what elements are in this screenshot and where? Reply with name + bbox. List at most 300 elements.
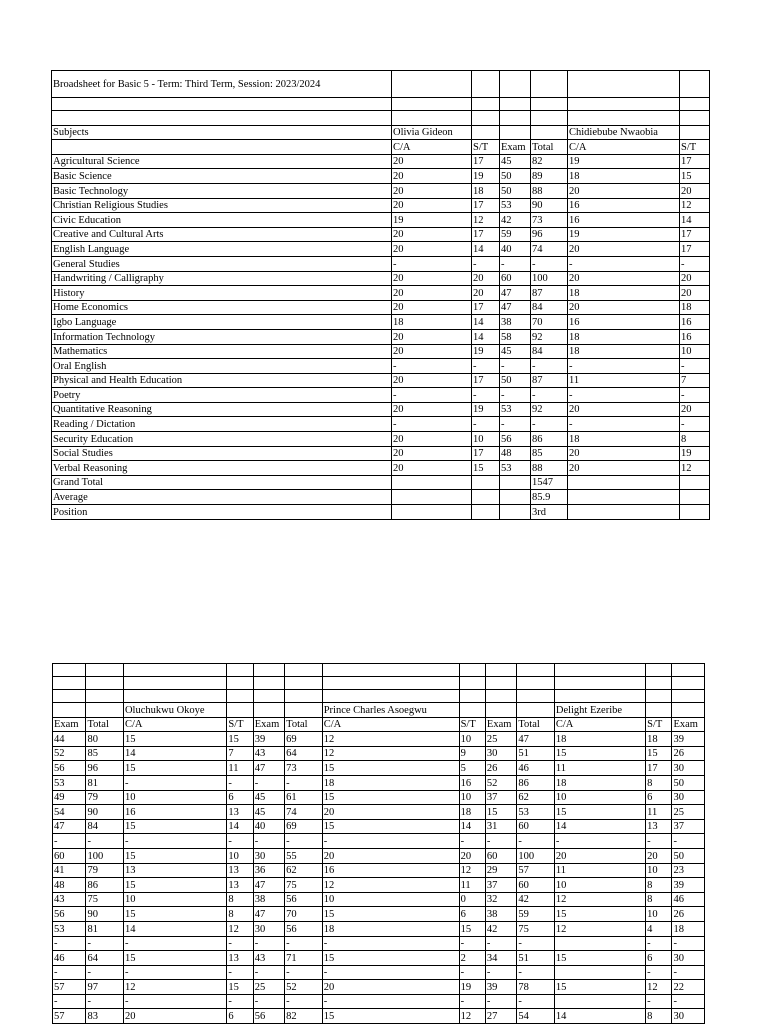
score-cell: - — [322, 965, 459, 980]
score-cell: 46 — [53, 951, 86, 966]
score-cell: - — [459, 834, 485, 849]
table-row — [53, 746, 705, 761]
table-row — [52, 154, 710, 169]
score-cell: 15 — [322, 761, 459, 776]
score-cell: 18 — [672, 921, 705, 936]
score-cell: 88 — [531, 461, 568, 476]
summary-row — [52, 475, 710, 490]
score-cell: 59 — [517, 907, 555, 922]
score-cell: 29 — [485, 863, 516, 878]
score-cell: 10 — [680, 344, 710, 359]
score-cell: 20 — [680, 183, 710, 198]
score-cell: - — [227, 834, 253, 849]
score-cell: 56 — [285, 921, 323, 936]
score-cell: 20 — [392, 300, 472, 315]
score-cell: 62 — [285, 863, 323, 878]
score-cell: 50 — [500, 183, 531, 198]
score-cell: 4 — [646, 921, 672, 936]
score-cell: 79 — [86, 790, 124, 805]
summary-label: Position — [52, 505, 392, 520]
score-cell: - — [672, 994, 705, 1009]
score-cell: 20 — [392, 329, 472, 344]
score-cell: 90 — [86, 907, 124, 922]
score-cell: 57 — [517, 863, 555, 878]
score-cell: 86 — [517, 775, 555, 790]
score-cell: 22 — [672, 980, 705, 995]
score-cell: - — [680, 256, 710, 271]
col-header: C/A — [322, 717, 459, 732]
table-row — [53, 878, 705, 893]
subject-cell: Poetry — [52, 388, 392, 403]
score-cell: - — [646, 834, 672, 849]
score-cell: 17 — [472, 373, 500, 388]
col-header: Exam — [672, 717, 705, 732]
table-row — [53, 732, 705, 747]
score-cell: - — [459, 936, 485, 951]
table-row — [52, 417, 710, 432]
table-row — [53, 994, 705, 1009]
score-cell: - — [227, 936, 253, 951]
score-cell: 16 — [568, 213, 680, 228]
score-cell: 56 — [53, 907, 86, 922]
subject-cell: Social Studies — [52, 446, 392, 461]
table-row — [53, 834, 705, 849]
score-cell: 45 — [253, 790, 284, 805]
table-row — [52, 242, 710, 257]
table-row — [52, 227, 710, 242]
score-cell: 20 — [392, 402, 472, 417]
score-cell: 11 — [554, 863, 645, 878]
score-cell: 20 — [568, 300, 680, 315]
score-cell: 19 — [459, 980, 485, 995]
score-cell: 26 — [672, 907, 705, 922]
score-cell: 42 — [517, 892, 555, 907]
score-cell: - — [86, 834, 124, 849]
score-cell: 20 — [459, 848, 485, 863]
broadsheet-table-bottom — [52, 663, 705, 1024]
score-cell: 20 — [680, 402, 710, 417]
score-cell: - — [500, 417, 531, 432]
summary-value: 3rd — [531, 505, 568, 520]
score-cell: 17 — [472, 198, 500, 213]
score-cell: 57 — [53, 980, 86, 995]
score-cell: 17 — [472, 446, 500, 461]
table-row — [52, 344, 710, 359]
score-cell: 90 — [86, 805, 124, 820]
student-name-oluchukwu: Oluchukwu Okoye — [123, 703, 226, 718]
score-cell: 12 — [227, 921, 253, 936]
score-cell: 7 — [227, 746, 253, 761]
col-header: C/A — [568, 140, 680, 155]
score-cell: 26 — [672, 746, 705, 761]
score-cell: - — [646, 936, 672, 951]
table-row — [53, 980, 705, 995]
score-cell: 36 — [253, 863, 284, 878]
col-header: S/T — [680, 140, 710, 155]
score-cell: - — [392, 359, 472, 374]
subject-cell: Reading / Dictation — [52, 417, 392, 432]
summary-value: 1547 — [531, 475, 568, 490]
score-cell: 12 — [554, 892, 645, 907]
table-row — [52, 256, 710, 271]
subject-cell: Verbal Reasoning — [52, 461, 392, 476]
score-cell: 45 — [500, 154, 531, 169]
score-cell: 86 — [531, 432, 568, 447]
summary-row — [52, 505, 710, 520]
score-cell: 10 — [554, 878, 645, 893]
score-cell: 19 — [568, 227, 680, 242]
subject-cell: Handwriting / Calligraphy — [52, 271, 392, 286]
table-row — [52, 359, 710, 374]
score-cell: 47 — [53, 819, 86, 834]
table-row — [53, 951, 705, 966]
col-header: Exam — [253, 717, 284, 732]
score-cell: 12 — [646, 980, 672, 995]
score-cell: 46 — [517, 761, 555, 776]
score-cell: 16 — [568, 198, 680, 213]
score-cell: 15 — [227, 980, 253, 995]
score-cell: 50 — [500, 373, 531, 388]
score-cell: - — [123, 834, 226, 849]
score-cell: 9 — [459, 746, 485, 761]
subject-cell: Home Economics — [52, 300, 392, 315]
table-row — [52, 446, 710, 461]
score-cell: - — [285, 775, 323, 790]
score-cell: 57 — [53, 1009, 86, 1024]
score-cell: 74 — [285, 805, 323, 820]
score-cell: 86 — [86, 878, 124, 893]
score-cell: 58 — [500, 329, 531, 344]
score-cell: - — [123, 775, 226, 790]
score-cell: 53 — [517, 805, 555, 820]
score-cell: 25 — [253, 980, 284, 995]
score-cell: 20 — [568, 242, 680, 257]
score-cell: 20 — [392, 154, 472, 169]
score-cell: 18 — [472, 183, 500, 198]
score-cell: 8 — [646, 878, 672, 893]
score-cell: 20 — [472, 271, 500, 286]
subject-cell: General Studies — [52, 256, 392, 271]
score-cell: 14 — [472, 315, 500, 330]
score-cell: - — [517, 965, 555, 980]
table-row — [52, 213, 710, 228]
table-row — [53, 921, 705, 936]
score-cell: 20 — [392, 344, 472, 359]
score-cell: 60 — [53, 848, 86, 863]
table-row — [53, 892, 705, 907]
score-cell: - — [485, 965, 516, 980]
score-cell: 10 — [646, 907, 672, 922]
subject-cell: History — [52, 286, 392, 301]
score-cell: - — [392, 388, 472, 403]
table-row — [52, 271, 710, 286]
score-cell: 14 — [680, 213, 710, 228]
score-cell: 18 — [459, 805, 485, 820]
score-cell: 56 — [253, 1009, 284, 1024]
score-cell: 12 — [322, 746, 459, 761]
score-cell: 81 — [86, 775, 124, 790]
score-cell: 20 — [472, 286, 500, 301]
score-cell: 85 — [531, 446, 568, 461]
score-cell: 16 — [680, 315, 710, 330]
score-cell: 20 — [392, 432, 472, 447]
score-cell: 10 — [322, 892, 459, 907]
score-cell: 90 — [531, 198, 568, 213]
score-cell: - — [392, 256, 472, 271]
column-header-row — [53, 717, 705, 732]
col-header: C/A — [554, 717, 645, 732]
score-cell: 8 — [646, 775, 672, 790]
score-cell — [554, 994, 645, 1009]
score-cell: 20 — [554, 848, 645, 863]
score-cell: - — [53, 936, 86, 951]
score-cell: 23 — [672, 863, 705, 878]
score-cell: - — [517, 994, 555, 1009]
score-cell: 20 — [392, 271, 472, 286]
table-row — [52, 315, 710, 330]
score-cell: - — [554, 834, 645, 849]
score-cell: 88 — [531, 183, 568, 198]
score-cell: 18 — [568, 432, 680, 447]
subject-cell: Physical and Health Education — [52, 373, 392, 388]
subject-cell: Mathematics — [52, 344, 392, 359]
score-cell: 19 — [472, 169, 500, 184]
score-cell: - — [227, 994, 253, 1009]
score-cell: 12 — [322, 732, 459, 747]
score-cell: 30 — [672, 1009, 705, 1024]
score-cell: 61 — [285, 790, 323, 805]
score-cell: 15 — [123, 878, 226, 893]
score-cell: 8 — [646, 1009, 672, 1024]
score-cell: 16 — [322, 863, 459, 878]
broadsheet-body-bottom — [53, 664, 705, 1024]
subject-cell: Information Technology — [52, 329, 392, 344]
summary-label: Grand Total — [52, 475, 392, 490]
score-cell: 81 — [86, 921, 124, 936]
table-row — [53, 775, 705, 790]
score-cell: 16 — [680, 329, 710, 344]
score-cell: 18 — [568, 344, 680, 359]
score-cell: 20 — [322, 848, 459, 863]
score-cell: 60 — [500, 271, 531, 286]
score-cell: 16 — [568, 315, 680, 330]
subject-cell: English Language — [52, 242, 392, 257]
score-cell: - — [531, 417, 568, 432]
score-cell: 47 — [500, 286, 531, 301]
score-cell: 55 — [285, 848, 323, 863]
score-cell: 75 — [285, 878, 323, 893]
score-cell: 53 — [500, 461, 531, 476]
score-cell: 8 — [680, 432, 710, 447]
subject-cell: Basic Science — [52, 169, 392, 184]
score-cell: 15 — [123, 819, 226, 834]
score-cell: 17 — [646, 761, 672, 776]
score-cell: 6 — [646, 790, 672, 805]
score-cell: 18 — [554, 775, 645, 790]
score-cell: 11 — [459, 878, 485, 893]
score-cell: 15 — [459, 921, 485, 936]
score-cell: 15 — [554, 980, 645, 995]
table-row — [52, 388, 710, 403]
score-cell: 17 — [680, 242, 710, 257]
score-cell: 42 — [500, 213, 531, 228]
column-header-row — [52, 140, 710, 155]
score-cell: 20 — [392, 373, 472, 388]
score-cell: 51 — [517, 746, 555, 761]
score-cell: 10 — [123, 790, 226, 805]
score-cell: - — [568, 256, 680, 271]
score-cell: 17 — [472, 154, 500, 169]
score-cell: - — [531, 388, 568, 403]
score-cell: 47 — [253, 907, 284, 922]
score-cell: 14 — [554, 1009, 645, 1024]
table-row — [53, 1009, 705, 1024]
score-cell: 53 — [53, 921, 86, 936]
score-cell: 7 — [680, 373, 710, 388]
score-cell: 20 — [392, 461, 472, 476]
subject-cell: Oral English — [52, 359, 392, 374]
score-cell: - — [227, 775, 253, 790]
score-cell: 80 — [86, 732, 124, 747]
score-cell: 8 — [646, 892, 672, 907]
score-cell: 47 — [253, 878, 284, 893]
student-name-olivia: Olivia Gideon — [392, 125, 472, 140]
score-cell: - — [472, 256, 500, 271]
score-cell: 18 — [554, 732, 645, 747]
score-cell: 37 — [485, 790, 516, 805]
score-cell: - — [672, 965, 705, 980]
score-cell: 34 — [485, 951, 516, 966]
score-cell: 62 — [517, 790, 555, 805]
score-cell — [554, 936, 645, 951]
score-cell: 74 — [531, 242, 568, 257]
score-cell: 64 — [86, 951, 124, 966]
score-cell: 18 — [646, 732, 672, 747]
table-row — [52, 300, 710, 315]
score-cell: 97 — [86, 980, 124, 995]
table-row — [52, 183, 710, 198]
score-cell: - — [53, 965, 86, 980]
score-cell: - — [253, 994, 284, 1009]
score-cell: 30 — [485, 746, 516, 761]
score-cell: 84 — [86, 819, 124, 834]
score-cell: 38 — [500, 315, 531, 330]
score-cell: 73 — [285, 761, 323, 776]
score-cell: 45 — [500, 344, 531, 359]
score-cell: 12 — [459, 863, 485, 878]
score-cell: 16 — [459, 775, 485, 790]
score-cell: 54 — [53, 805, 86, 820]
score-cell: 27 — [485, 1009, 516, 1024]
score-cell: 15 — [554, 805, 645, 820]
score-cell: 30 — [253, 848, 284, 863]
score-cell: 39 — [253, 732, 284, 747]
score-cell: 30 — [672, 951, 705, 966]
score-cell: 30 — [672, 790, 705, 805]
score-cell: - — [680, 417, 710, 432]
table-row — [52, 198, 710, 213]
score-cell: 18 — [392, 315, 472, 330]
score-cell: 73 — [531, 213, 568, 228]
score-cell: 78 — [517, 980, 555, 995]
score-cell: 13 — [227, 951, 253, 966]
score-cell: 96 — [531, 227, 568, 242]
score-cell: 14 — [123, 746, 226, 761]
score-cell: 20 — [392, 446, 472, 461]
score-cell: 8 — [227, 907, 253, 922]
score-cell: - — [123, 965, 226, 980]
score-cell: 52 — [485, 775, 516, 790]
score-cell: 52 — [285, 980, 323, 995]
score-cell: 20 — [568, 271, 680, 286]
score-cell: 15 — [123, 907, 226, 922]
score-cell: 52 — [53, 746, 86, 761]
subject-cell: Igbo Language — [52, 315, 392, 330]
score-cell: - — [253, 834, 284, 849]
table-row — [53, 819, 705, 834]
score-cell: 20 — [568, 446, 680, 461]
score-cell: 6 — [646, 951, 672, 966]
score-cell: 11 — [568, 373, 680, 388]
score-cell: 14 — [227, 819, 253, 834]
score-cell: 15 — [472, 461, 500, 476]
score-cell: - — [253, 965, 284, 980]
score-cell: 14 — [123, 921, 226, 936]
score-cell: 15 — [322, 790, 459, 805]
col-header: S/T — [227, 717, 253, 732]
score-cell: 20 — [392, 242, 472, 257]
table-row — [52, 461, 710, 476]
score-cell: 100 — [517, 848, 555, 863]
score-cell: 18 — [322, 921, 459, 936]
score-cell: 100 — [531, 271, 568, 286]
score-cell: 0 — [459, 892, 485, 907]
score-cell: - — [392, 417, 472, 432]
score-cell: 12 — [554, 921, 645, 936]
table-row — [53, 805, 705, 820]
subject-cell: Creative and Cultural Arts — [52, 227, 392, 242]
score-cell: 87 — [531, 373, 568, 388]
table-row — [53, 965, 705, 980]
score-cell: 53 — [53, 775, 86, 790]
score-cell: - — [285, 936, 323, 951]
score-cell: - — [227, 965, 253, 980]
score-cell: 60 — [517, 878, 555, 893]
table-row — [52, 402, 710, 417]
score-cell: - — [322, 936, 459, 951]
score-cell: - — [253, 775, 284, 790]
score-cell: - — [517, 834, 555, 849]
score-cell: 79 — [86, 863, 124, 878]
score-cell: 64 — [285, 746, 323, 761]
score-cell: - — [472, 417, 500, 432]
col-header: Total — [517, 717, 555, 732]
score-cell: 20 — [392, 198, 472, 213]
score-cell: 20 — [392, 286, 472, 301]
score-cell: - — [500, 388, 531, 403]
broadsheet-body-top — [52, 71, 710, 520]
summary-row — [52, 490, 710, 505]
score-cell: 19 — [392, 213, 472, 228]
score-cell: 12 — [459, 1009, 485, 1024]
score-cell: 15 — [123, 732, 226, 747]
score-cell: 53 — [500, 198, 531, 213]
score-cell: 50 — [672, 775, 705, 790]
score-cell: 12 — [123, 980, 226, 995]
score-cell: 6 — [227, 790, 253, 805]
score-cell: 15 — [680, 169, 710, 184]
score-cell: 17 — [680, 227, 710, 242]
